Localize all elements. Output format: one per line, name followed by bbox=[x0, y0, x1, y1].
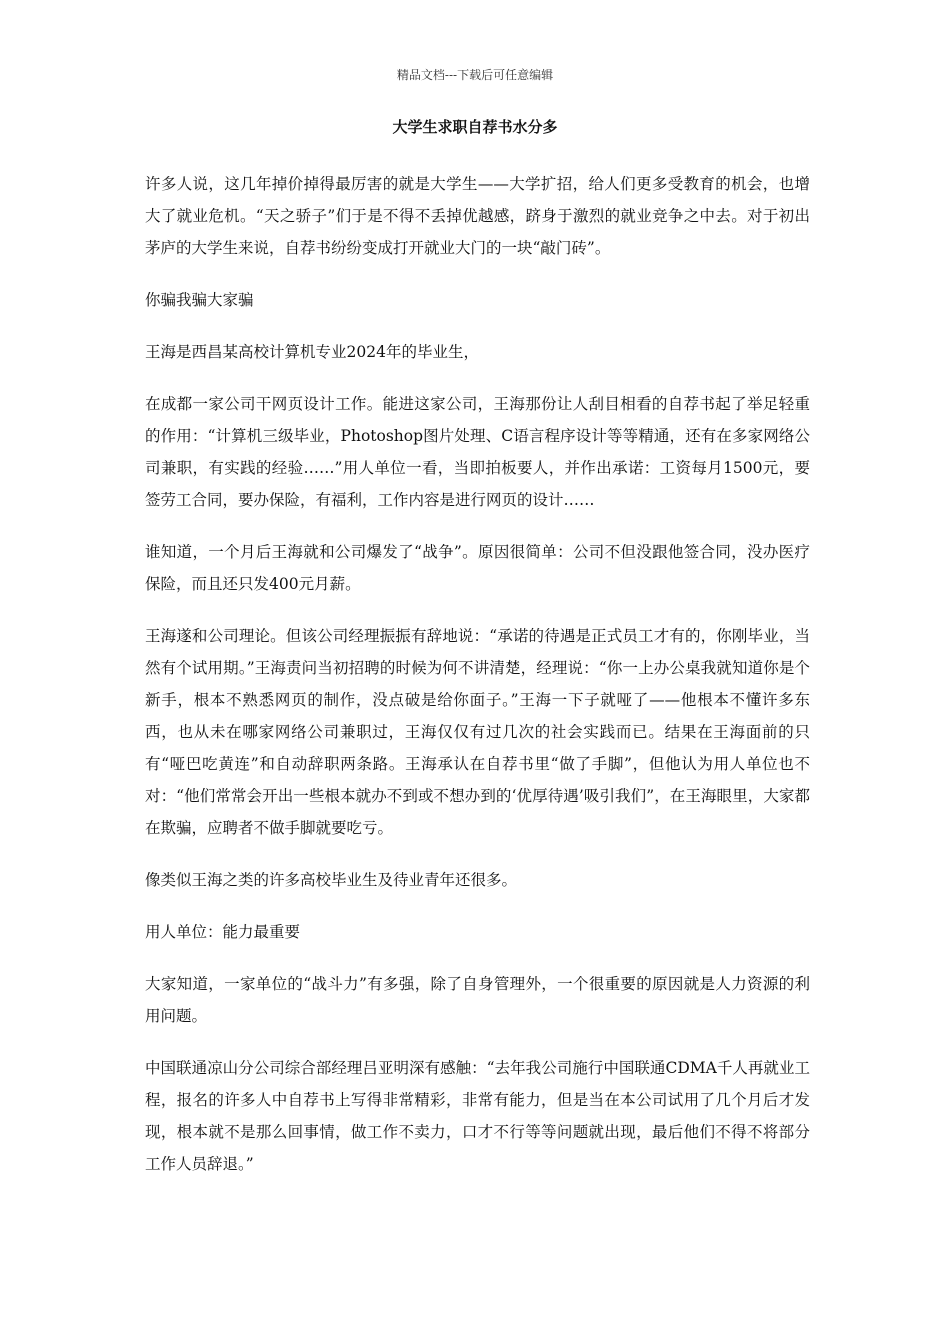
paragraph: 大家知道，一家单位的“战斗力”有多强，除了自身管理外，一个很重要的原因就是人力资源的利用问题。 bbox=[145, 975, 810, 1025]
paragraph: 王海遂和公司理论。但该公司经理振振有辞地说：“承诺的待遇是正式员工才有的，你刚毕业，当然有个试用期。”王海责问当初招聘的时候为何不讲清楚，经理说：“你一上办公桌我就知道你是个新手，根本不熟悉网页的制作，没点破是给你面子。”王海一下子就哑了——他根本不懂许多东西，也从未在哪家网络公司兼职过，王海仅仅有过几次的社会实践而已。结果在王海面前的只有“哑巴吃黄连”和自动辞职两条路。王海承认在自荐书里“做了手脚”，但他认为用人单位也不对：“他们常常会开出一些根本就办不到或不想办到的‘优厚待遇’吸引我们”，在王海眼里，大家都在欺骗，应聘者不做手脚就要吃亏。 bbox=[145, 627, 810, 837]
paragraph: 谁知道，一个月后王海就和公司爆发了“战争”。原因很简单：公司不但没跟他签合同，没办医疗保险，而且还只发400元月薪。 bbox=[145, 543, 810, 593]
document-title: 大学生求职自荐书水分多 bbox=[392, 118, 558, 136]
section-heading-deception: 你骗我骗大家骗 bbox=[145, 291, 254, 309]
paragraph-intro: 许多人说，这几年掉价掉得最厉害的就是大学生——大学扩招，给人们更多受教育的机会，也增大了就业危机。“天之骄子”们于是不得不丢掉优越感，跻身于激烈的就业竞争之中去。对于初出茅庐的大学生来说，自荐书纷纷变成打开就业大门的一块“敲门砖”。 bbox=[145, 175, 810, 257]
document-body bbox=[145, 168, 810, 1200]
paragraph: 在成都一家公司干网页设计工作。能进这家公司，王海那份让人刮目相看的自荐书起了举足轻重的作用：“计算机三级毕业，Photoshop图片处理、C语言程序设计等等精通，还有在多家网络公司兼职，有实践的经验……”用人单位一看，当即拍板要人，并作出承诺：工资每月1500元，要签劳工合同，要办保险，有福利，工作内容是进行网页的设计…… bbox=[145, 395, 810, 509]
page-header: 精品文档---下载后可任意编辑 bbox=[396, 68, 554, 82]
paragraph: 中国联通凉山分公司综合部经理吕亚明深有感触：“去年我公司施行中国联通CDMA千人再就业工程，报名的许多人中自荐书上写得非常精彩，非常有能力，但是当在本公司试用了几个月后才发现，根本就不是那么回事情，做工作不卖力，口才不行等等问题就出现，最后他们不得不将部分工作人员辞退。” bbox=[145, 1059, 810, 1173]
section-heading-employer: 用人单位：能力最重要 bbox=[145, 923, 301, 941]
paragraph: 王海是西昌某高校计算机专业2024年的毕业生， bbox=[145, 343, 479, 361]
paragraph: 像类似王海之类的许多高校毕业生及待业青年还很多。 bbox=[145, 871, 518, 889]
